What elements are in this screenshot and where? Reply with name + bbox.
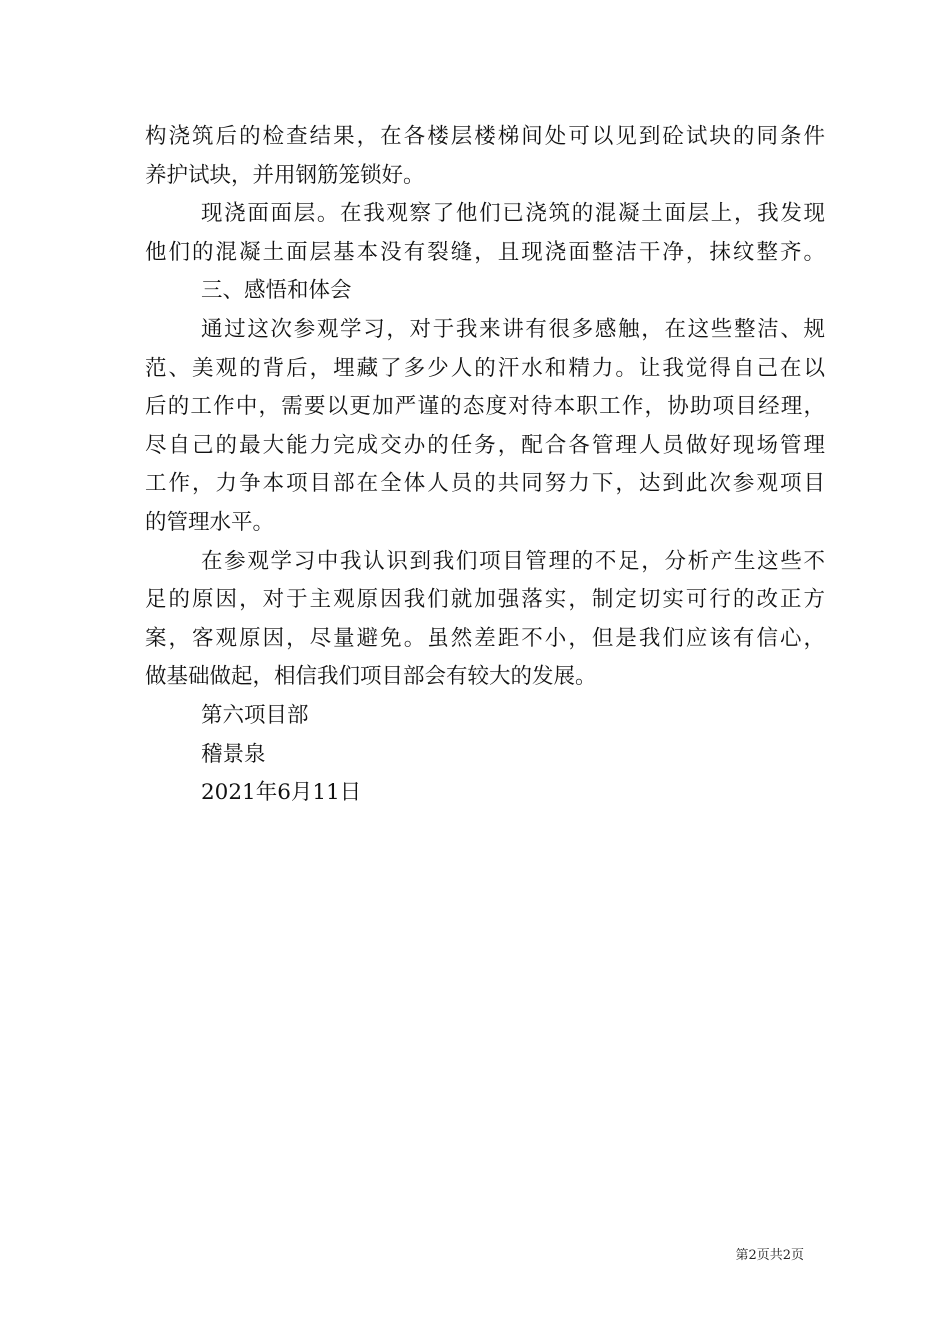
text-line: 在参观学习中我认识到我们项目管理的不足，分析产生这些不: [201, 548, 825, 574]
text-line: 尽自己的最大能力完成交办的任务，配合各管理人员做好现场管理: [145, 432, 825, 458]
text-line: 构浇筑后的检查结果，在各楼层楼梯间处可以见到砼试块的同条件: [145, 124, 825, 149]
text-line: 后的工作中，需要以更加严谨的态度对待本职工作，协助项目经理，: [145, 394, 825, 420]
text-line: 工作，力争本项目部在全体人员的共同努力下，达到此次参观项目: [145, 471, 825, 497]
text-line: 案，客观原因，尽量避免。虽然差距不小，但是我们应该有信心，: [145, 625, 825, 651]
signature-name: 稽景泉: [201, 741, 266, 767]
section-heading: 三、感悟和体会: [201, 278, 352, 304]
text-line: 做基础做起，相信我们项目部会有较大的发展。: [145, 664, 597, 690]
text-line: 通过这次参观学习，对于我来讲有很多感触，在这些整洁、规: [201, 316, 825, 342]
page-number-footer: 第2页共2页: [735, 1248, 804, 1263]
text-line: 养护试块，并用钢筋笼锁好。: [145, 162, 425, 188]
text-line: 范、美观的背后，埋藏了多少人的汗水和精力。让我觉得自己在以: [145, 355, 825, 381]
text-line: 现浇面面层。在我观察了他们已浇筑的混凝土面层上，我发现: [201, 201, 825, 227]
document-body: [145, 118, 825, 813]
text-line: 的管理水平。: [145, 509, 275, 535]
signature-department: 第六项目部: [201, 702, 309, 728]
text-line: 足的原因，对于主观原因我们就加强落实，制定切实可行的改正方: [145, 587, 825, 613]
signature-date: 2021年6月11日: [201, 780, 362, 806]
text-line: 他们的混凝土面层基本没有裂缝，且现浇面整洁干净，抹纹整齐。: [145, 239, 825, 265]
